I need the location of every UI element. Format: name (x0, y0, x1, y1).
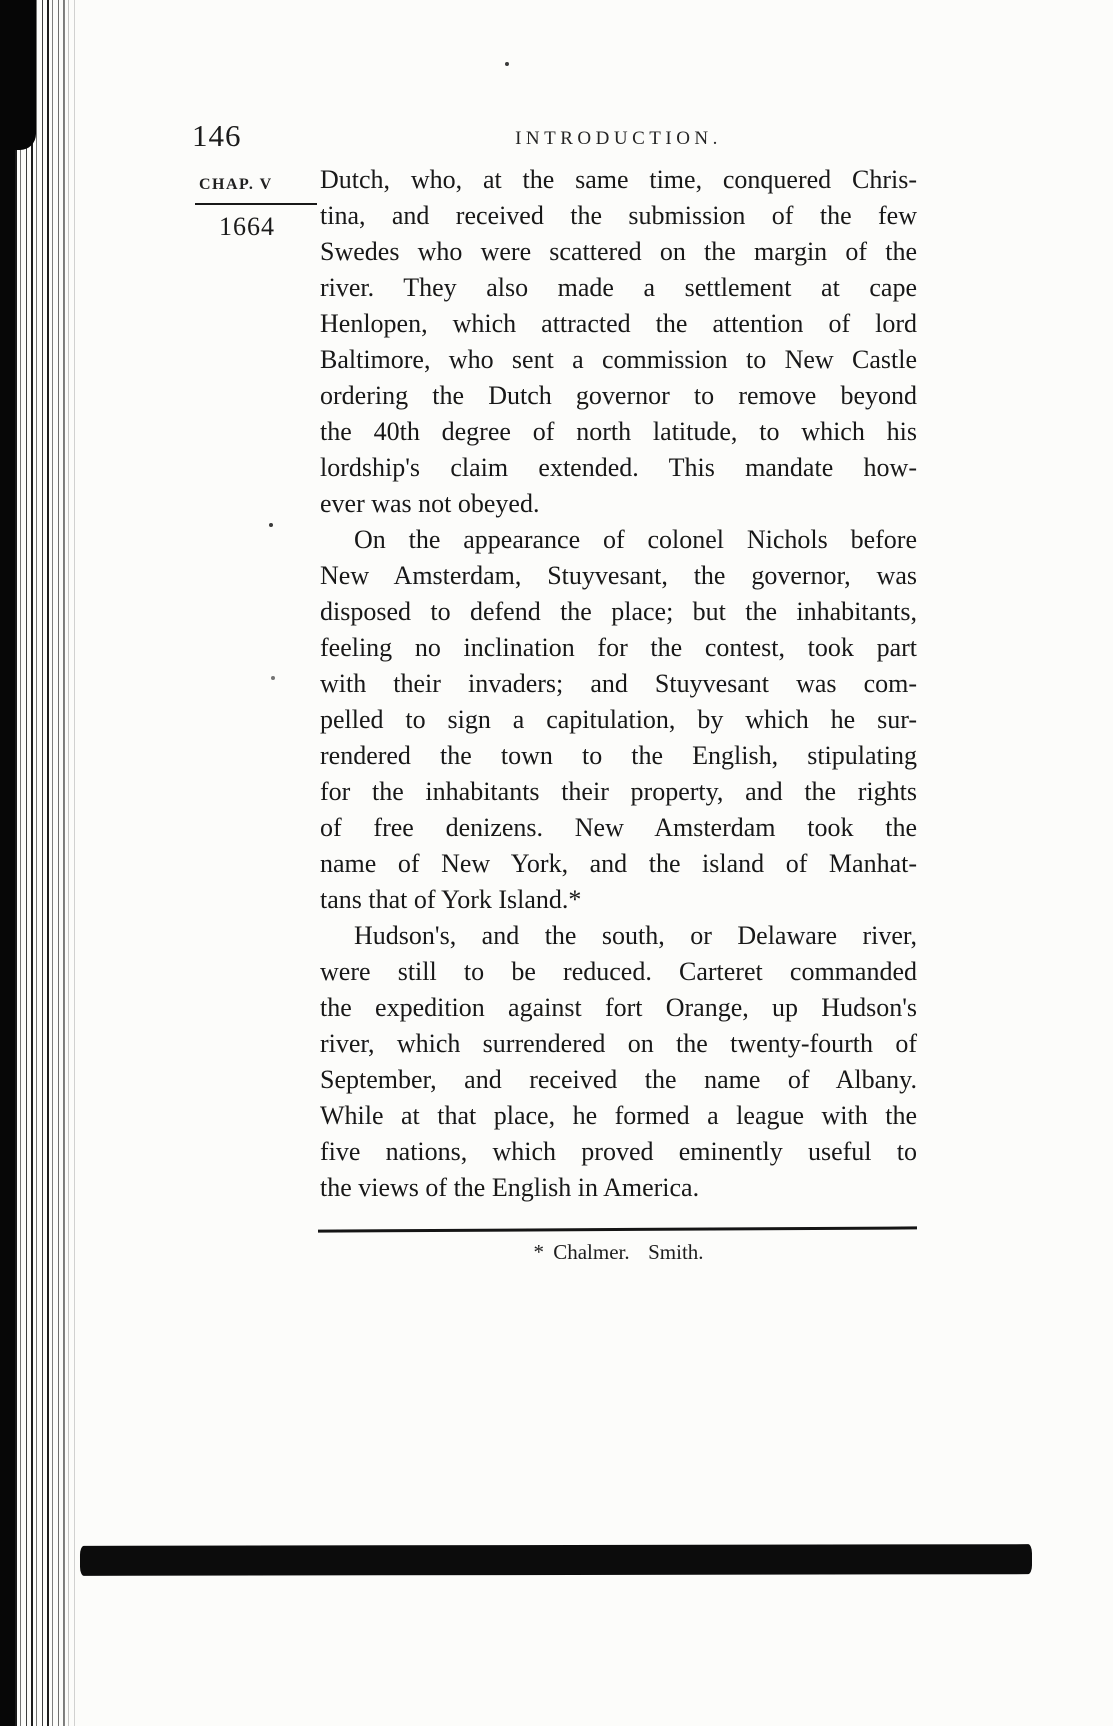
chapter-label: CHAP. V (199, 176, 273, 193)
text-line: pelled to sign a capitulation, by which he sur- (320, 705, 917, 734)
text-line: tans that of York Island.* (320, 885, 582, 914)
text-line: feeling no inclination for the contest, took part (320, 633, 917, 662)
text-line: Hudson's, and the south, or Delaware river, (354, 921, 917, 950)
text-line: Swedes who were scattered on the margin of the (320, 237, 917, 266)
text-line: On the appearance of colonel Nichols before (354, 525, 917, 554)
text-line: name of New York, and the island of Manhat- (320, 849, 917, 878)
running-head: INTRODUCTION. (515, 128, 722, 149)
text-line: the views of the English in America. (320, 1173, 700, 1202)
chapter-rule (195, 203, 317, 205)
scan-gutter-streaks (15, 0, 79, 1726)
scan-bottom-bar (80, 1544, 1032, 1576)
footnote: * Chalmer. Smith. (533, 1240, 704, 1264)
text-line: tina, and received the submission of the few (320, 201, 917, 230)
text-line: Baltimore, who sent a commission to New Castle (320, 345, 917, 374)
text-line: rendered the town to the English, stipulating (320, 741, 917, 770)
scan-speck (269, 523, 273, 527)
text-line: disposed to defend the place; but the inhabitants, (320, 597, 917, 626)
page-number: 146 (192, 118, 242, 153)
scan-corner-blob (0, 0, 36, 150)
scan-gutter-solid-band (0, 0, 15, 1726)
text-line: river, which surrendered on the twenty-fourth of (320, 1029, 917, 1058)
text-line: While at that place, he formed a league with the (320, 1101, 917, 1130)
paragraph (320, 918, 917, 1206)
text-line: ever was not obeyed. (320, 489, 540, 518)
text-line: five nations, which proved eminently useful to (320, 1137, 917, 1166)
text-line: of free denizens. New Amsterdam took the (320, 813, 917, 842)
text-line: New Amsterdam, Stuyvesant, the governor, was (320, 561, 917, 590)
text-line: for the inhabitants their property, and the rights (320, 777, 917, 806)
text-line: ordering the Dutch governor to remove beyond (320, 381, 917, 410)
text-line: river. They also made a settlement at cape (320, 273, 917, 302)
paragraph (320, 522, 917, 918)
text-line: the expedition against fort Orange, up Hudson's (320, 993, 917, 1022)
text-line: the 40th degree of north latitude, to which his (320, 417, 917, 446)
text-line: with their invaders; and Stuyvesant was com- (320, 669, 917, 698)
text-line: were still to be reduced. Carteret commanded (320, 957, 917, 986)
text-line: lordship's claim extended. This mandate how- (320, 453, 917, 482)
paragraph (320, 162, 917, 522)
text-line: Henlopen, which attracted the attention of lord (320, 309, 917, 338)
scan-speck (505, 62, 509, 66)
footnote-rule (318, 1226, 917, 1232)
text-line: Dutch, who, at the same time, conquered Chris- (320, 165, 917, 194)
year-label: 1664 (219, 212, 275, 241)
body-text (320, 162, 917, 1206)
text-line: September, and received the name of Albany. (320, 1065, 917, 1094)
scan-speck (271, 676, 275, 680)
